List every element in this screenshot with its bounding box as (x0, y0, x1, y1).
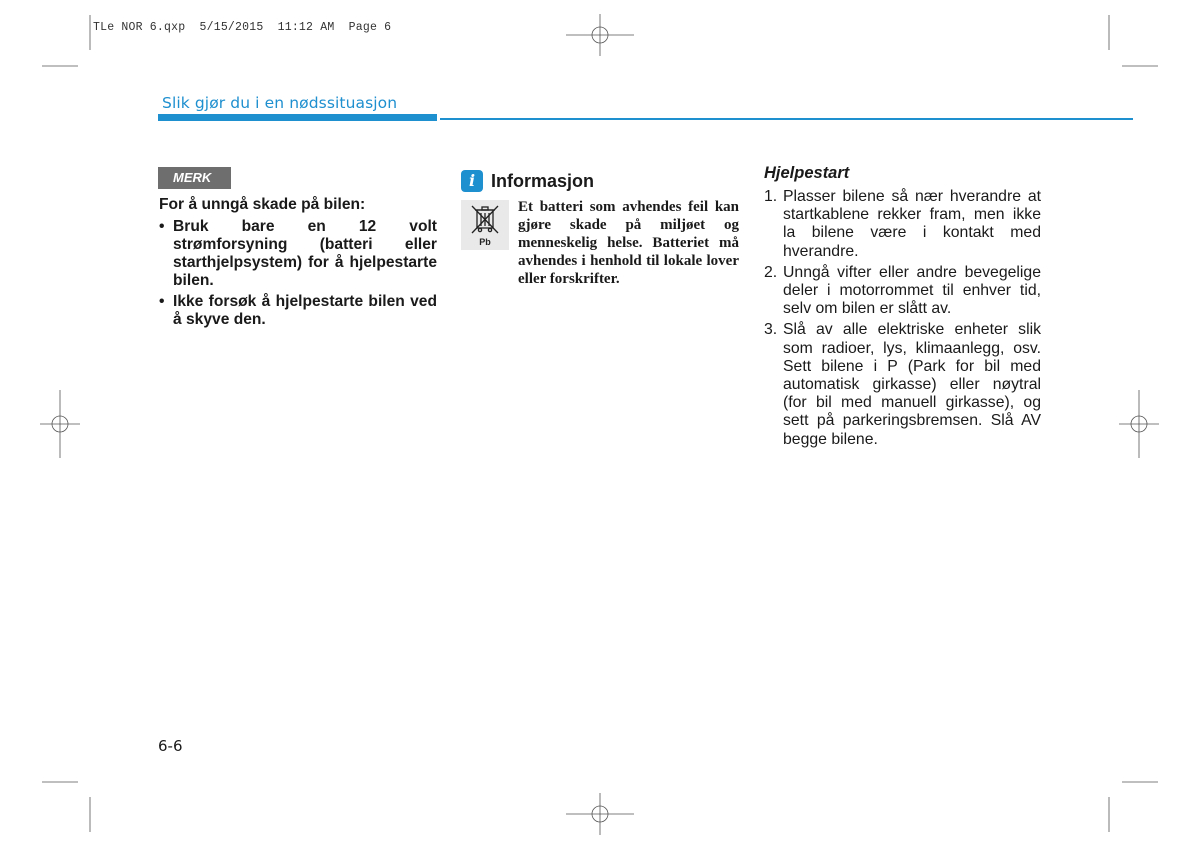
merk-badge: MERK (158, 167, 231, 189)
step-text: Slå av alle elektriske enheter slik som radioer, lys, klimaanlegg, osv. Sett bilene i P (Park for bil med automatisk girkasse) eller nøytral (for bil med manuell girkasse), og sett på parkeringsbremsen. Slå AV begge bilene. (783, 321, 1041, 448)
crossed-out-bin-icon (461, 200, 509, 250)
header-rule-thick (158, 114, 437, 121)
hjelpestart-title: Hjelpestart (764, 164, 850, 182)
step-text: Unngå vifter eller andre bevegelige deler i motorrommet til enhver tid, selv om bilen er slått av. (783, 263, 1041, 318)
info-title: Informasjon (491, 171, 595, 191)
hjelpestart-steps (764, 188, 1041, 452)
merk-heading: For å unngå skade på bilen: (159, 196, 366, 213)
step-number: 2. (764, 263, 778, 281)
registration-mark-icon (566, 793, 634, 835)
bullet: • (159, 293, 165, 310)
bin-icon-label: Pb (479, 237, 491, 247)
section-title: Slik gjør du i en nødssituasjon (162, 94, 398, 112)
list-item (159, 293, 437, 329)
bullet: • (159, 218, 165, 235)
merk-block (159, 196, 437, 332)
registration-mark-icon (40, 390, 80, 458)
step-number: 1. (764, 188, 778, 205)
list-item (764, 321, 1041, 448)
merk-list (159, 218, 437, 329)
list-item-text: Ikke forsøk å hjelpestarte bilen ved å skyve den. (173, 293, 437, 328)
info-text: Et batteri som avhendes feil kan gjøre skade på miljøet og menneskelig helse. Batteriet må avhendes i henhold til lokale lover eller forskrifter. (518, 199, 739, 287)
step-number: 3. (764, 321, 778, 339)
info-icon: i (461, 170, 483, 192)
header-rule-thin (440, 118, 1133, 120)
page-number: 6-6 (158, 737, 183, 755)
print-slug: TLe NOR 6.qxp 5/15/2015 11:12 AM Page 6 (93, 21, 392, 34)
registration-mark-icon (1119, 390, 1159, 458)
step-text: Plasser bilene så nær hverandre at startkablene rekker fram, men ikke la bilene være i kontakt med hverandre. (783, 188, 1041, 260)
registration-mark-icon (566, 14, 634, 56)
list-item (764, 264, 1041, 319)
list-item (159, 218, 437, 290)
list-item-text: Bruk bare en 12 volt strømforsyning (batteri eller starthjelpsystem) for å hjelpestarte bilen. (173, 218, 437, 289)
list-item (764, 188, 1041, 261)
